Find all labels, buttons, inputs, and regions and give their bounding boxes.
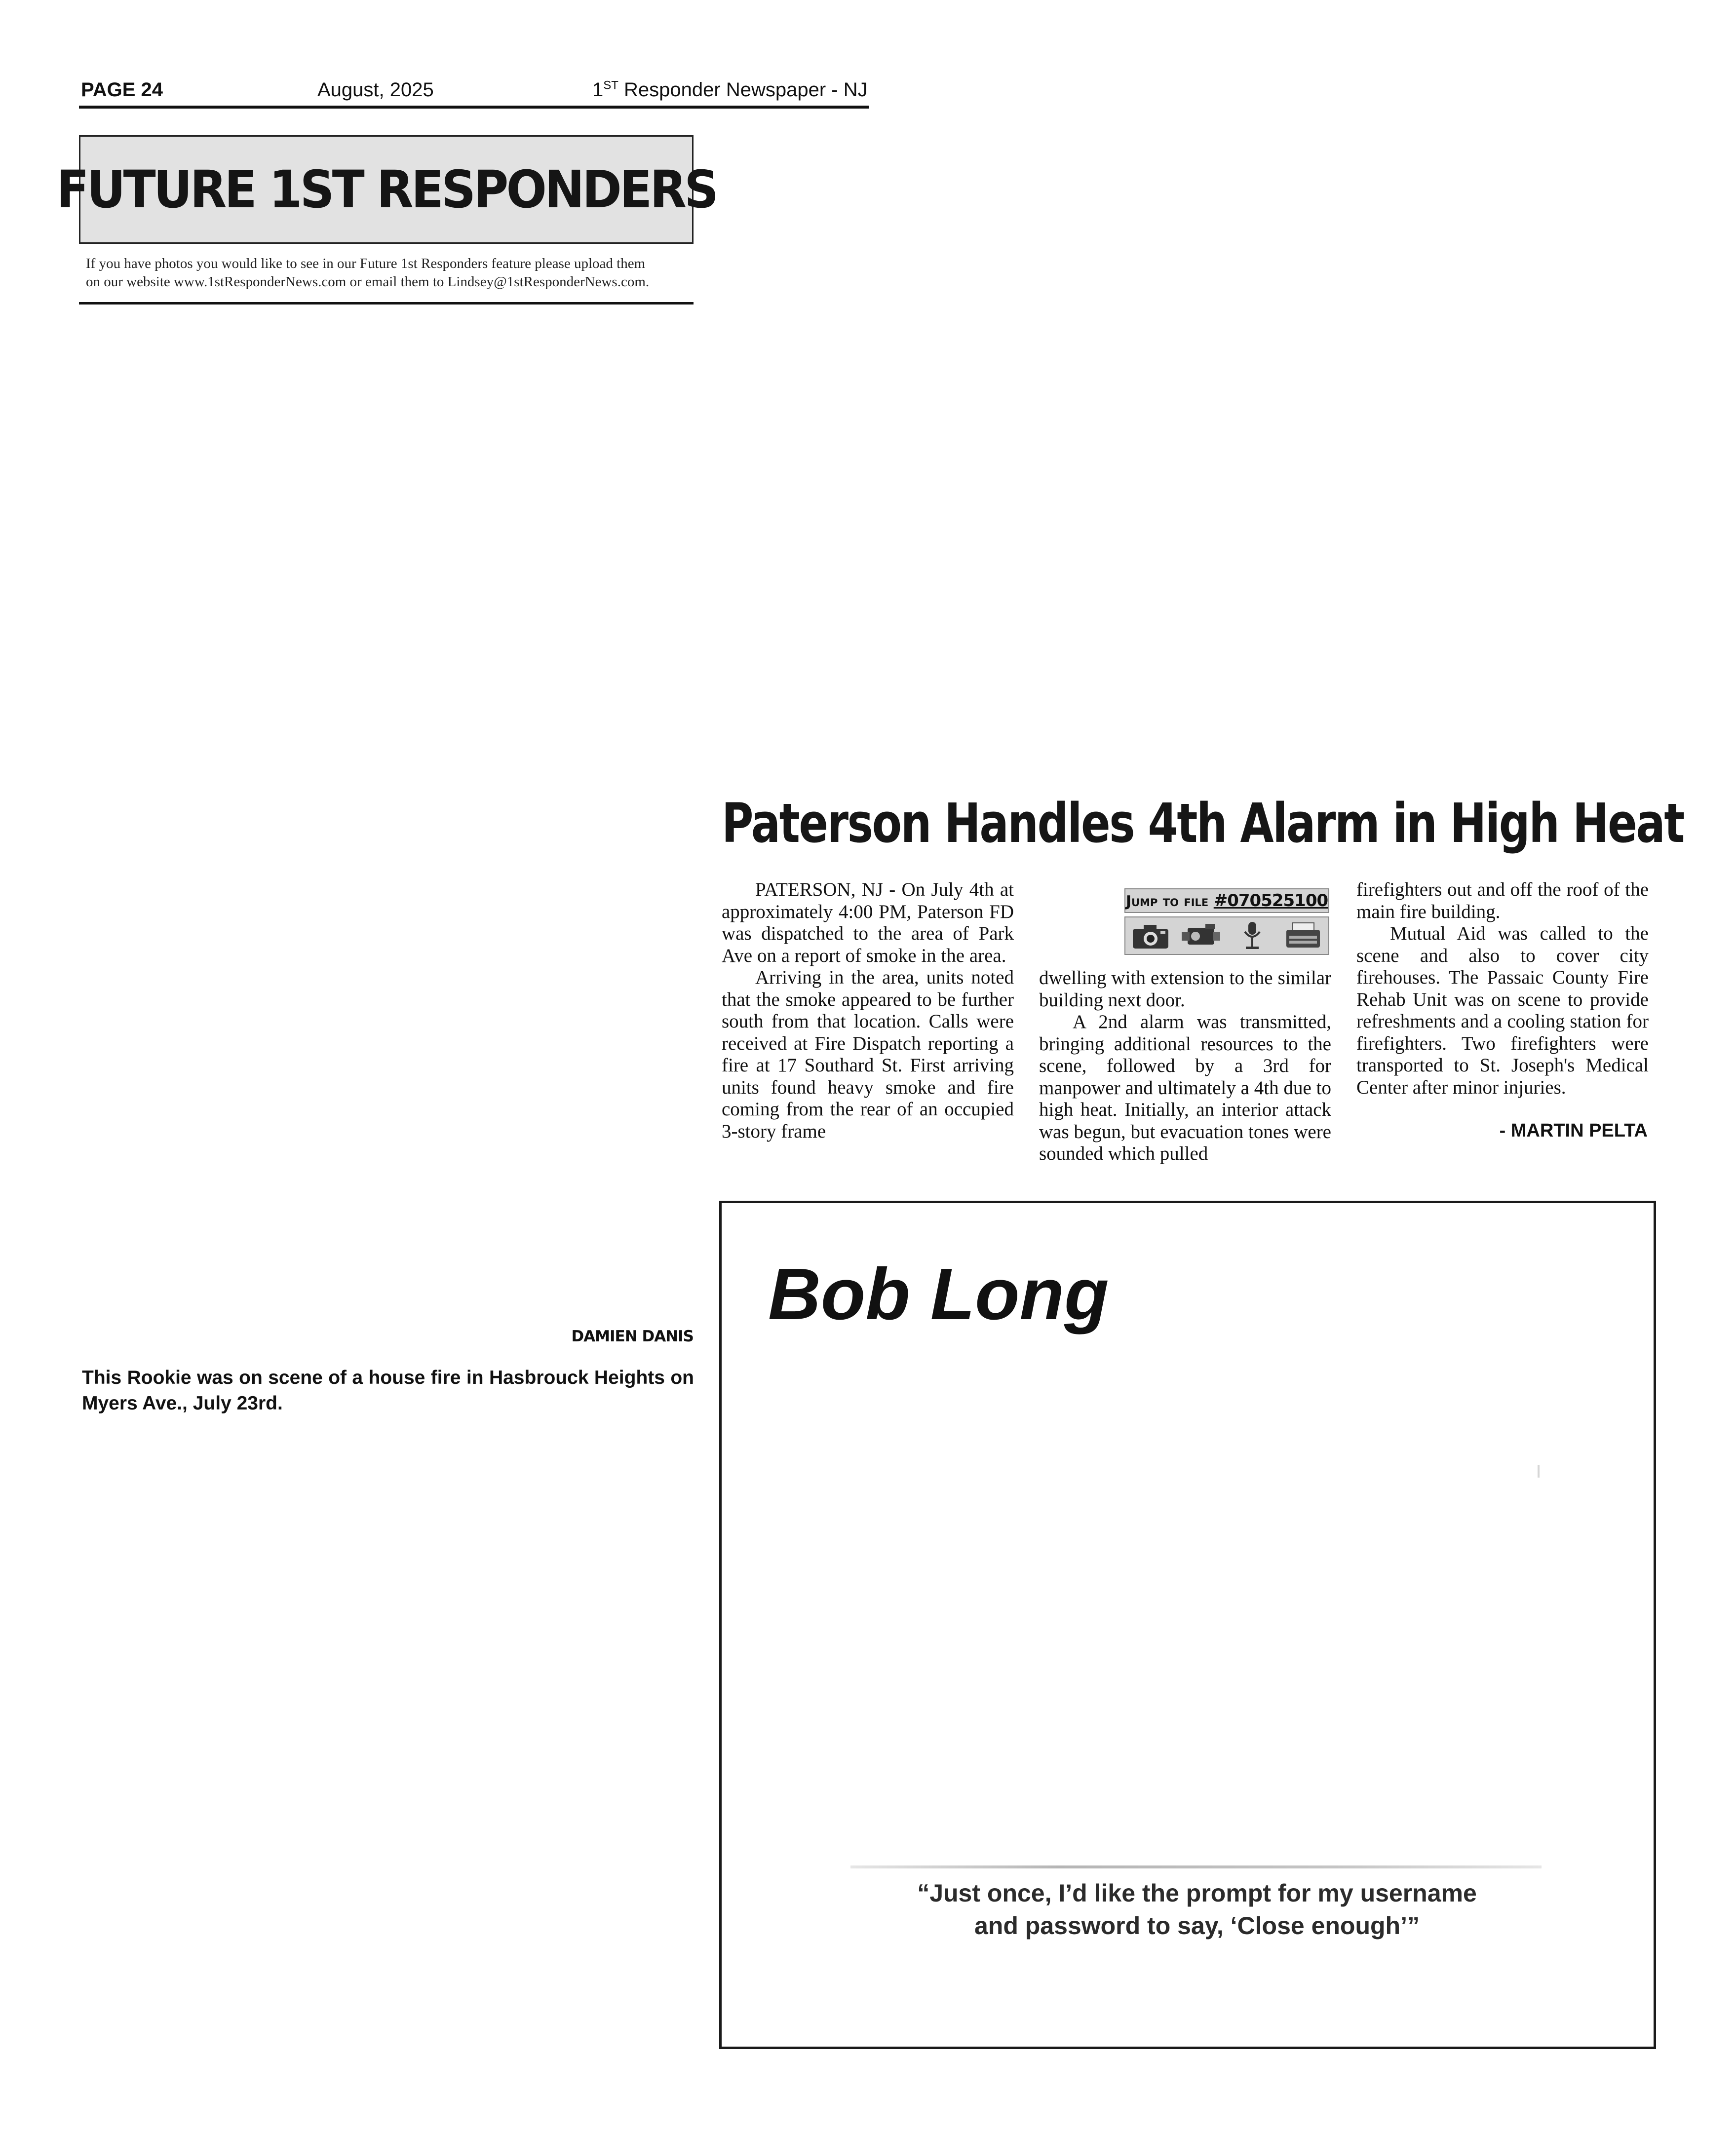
article-paragraph: A 2nd alarm was transmitted, bringing additional resources to the scene, followed by a 3rd for manpower and ultimately a 4th due to high heat. Initially, an interior attack was begun, but evacuation tones were sounded which pulled [1039,1011,1331,1164]
article-byline: - MARTIN PELTA [1499,1120,1648,1141]
feature-title: FUTURE 1ST RESPONDERS [56,159,717,220]
newspaper-name-rest: Responder Newspaper - NJ [618,79,868,101]
jump-media-icons [1124,916,1329,955]
newspaper-name [592,79,868,101]
jump-to-file-box[interactable] [1124,888,1329,955]
article-column-1 [722,879,1014,1142]
feature-title-box [56,135,717,244]
article-paragraph: Mutual Aid was called to the scene and also to cover city firehouses. The Passaic County Fire Rehab Unit was on scene to provide refreshments and a cooling station for firefighters. Two firefighters were transported to St. Joseph's Medical Center after minor injuries. [1356,923,1649,1098]
jump-to-file-label [1124,888,1329,913]
article-paragraph: firefighters out and off the roof of the main fire building. [1356,879,1649,922]
article-headline: Paterson Handles 4th Alarm in High Heat [722,792,1684,855]
cartoon-title: Bob Long [768,1254,1109,1335]
cartoon-caption-line-1: “Just once, I’d like the prompt for my username [917,1879,1477,1907]
feature-rule [79,302,694,304]
article-column-2 [1039,967,1331,1165]
feature-submission-note [86,255,692,291]
photo-credit: DAMIEN DANIS [571,1328,694,1345]
jump-file-number: #070525100 [1213,891,1328,911]
article-paragraph: Arriving in the area, units noted that the smoke appeared to be further south from that location. Calls were received at Fire Dispatch reporting a fire at 17 Southard St. First arriving units found heavy smoke and fire coming from the rear of an occupied 3-story frame [722,967,1014,1142]
feature-note-line-2: on our website www.1stResponderNews.com or email them to Lindsey@1stResponderNews.com. [86,274,650,290]
newspaper-name-prefix: 1 [592,79,604,101]
feature-note-line-1: If you have photos you would like to see in our Future 1st Responders feature please upload them [86,256,646,271]
header-rule [79,106,869,109]
article-paragraph: PATERSON, NJ - On July 4th at approximately 4:00 PM, Paterson FD was dispatched to the area of Park Ave on a report of smoke in the area. [722,879,1014,966]
newspaper-name-superscript: ST [603,78,618,92]
camera-icon [1128,919,1173,952]
article-column-3 [1356,879,1649,1099]
page-number: PAGE 24 [81,79,163,101]
microphone-icon [1230,919,1274,952]
cartoon-speck [1538,1465,1540,1478]
typewriter-icon [1281,919,1325,952]
jump-label-text: Jump to file [1125,893,1209,910]
video-camera-icon [1179,919,1224,952]
cartoon-caption [839,1877,1555,1942]
cartoon-caption-line-2: and password to say, ‘Close enough’” [974,1912,1420,1940]
issue-date: August, 2025 [317,79,434,101]
photo-caption: This Rookie was on scene of a house fire in Hasbrouck Heights on Myers Ave., July 23rd. [82,1367,694,1414]
article-paragraph: dwelling with extension to the similar building next door. [1039,967,1331,1011]
cartoon-rule [850,1865,1542,1868]
